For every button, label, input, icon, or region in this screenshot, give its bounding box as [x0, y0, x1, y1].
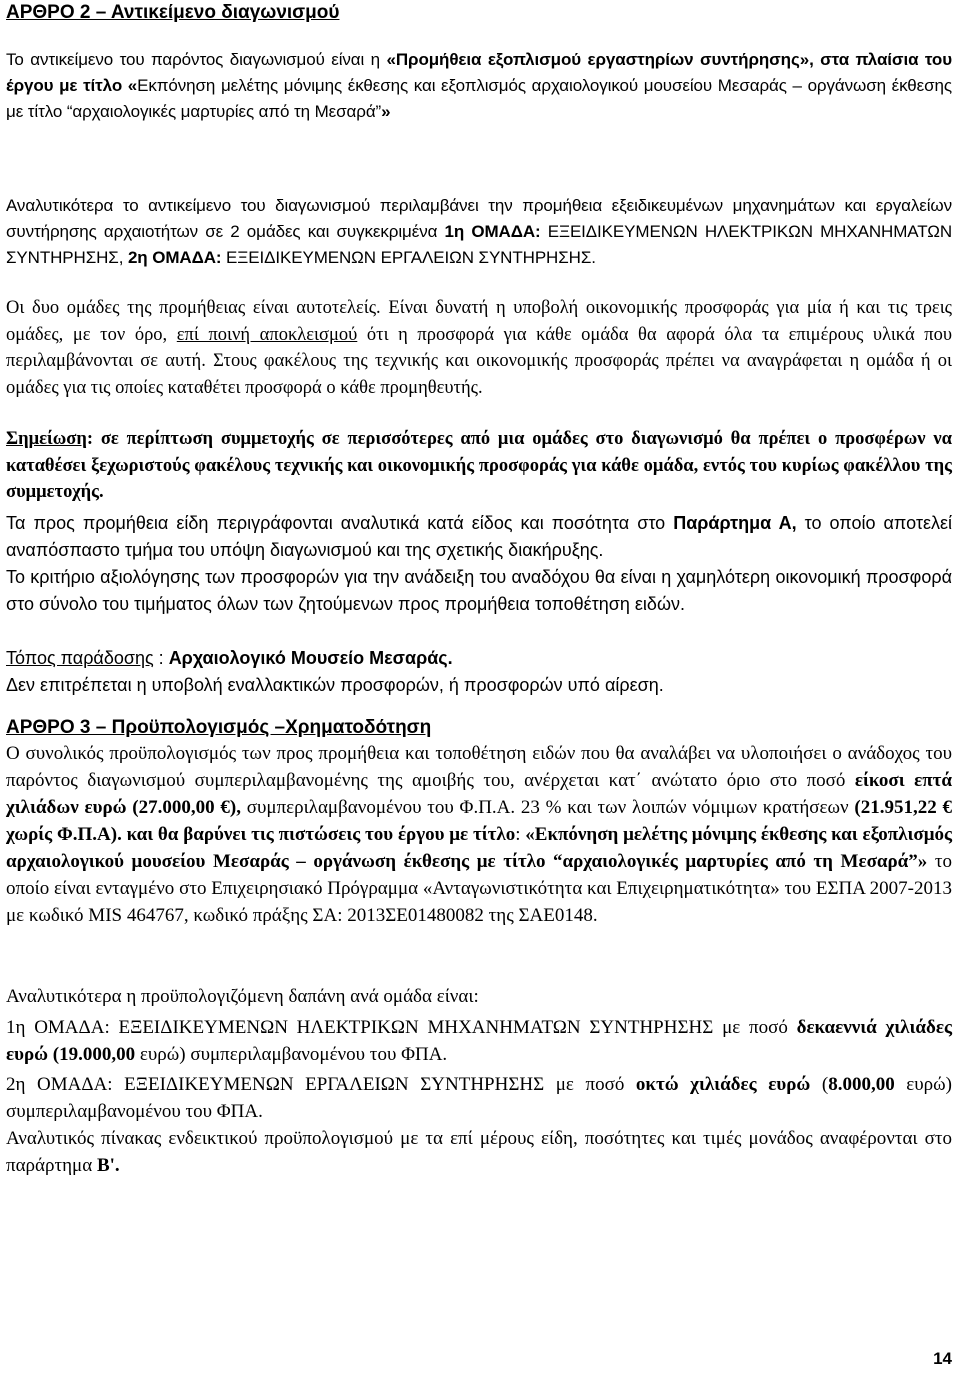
article-3-annex-b-reference [6, 1125, 952, 1179]
article-2-alternative-offers [6, 672, 952, 699]
text-run: : [515, 824, 526, 845]
article-2-note [6, 426, 952, 506]
text-run: ( [810, 1074, 829, 1095]
text-run: 1η ΟΜΑΔΑ: ΕΞΕΙΔΙΚΕΥΜΕΝΩΝ ΗΛΕΚΤΡΙΚΩΝ ΜΗΧΑΝΗΜΑΤΩΝ ΣΥΝΤΗΡΗΣΗΣ με ποσό [6, 1017, 797, 1038]
text-run: ευρώ) συμπεριλαμβανομένου του ΦΠΑ. [6, 1074, 952, 1122]
project-title: Εκπόνηση μελέτης μόνιμης έκθεσης και εξοπλισμός αρχαιολογικού μουσείου Μεσαράς – οργάνωση έκθεσης με τίτλο “αρχαιολογικές μαρτυρίες από τη Μεσαρά” [6, 76, 952, 121]
article-2-paragraph-groups [6, 295, 952, 401]
group-1-amount: δεκαεννιά χιλιάδες ευρώ (19.000,00 [6, 1017, 952, 1065]
text-run: Ο συνολικός προϋπολογισμός των προς προμήθεια και τοποθέτηση ειδών που θα αναλάβει να υλοποιήσει ο ανάδοχος του παρόντος διαγωνισμού συμπεριλαμβανομένης της αμοιβής του, ανέρχεται κατ΄ ανώτατο όριο στο ποσό [6, 743, 952, 791]
text-run: Αναλυτικότερα το αντικείμενο του διαγωνισμού περιλαμβάνει την προμήθεια εξειδικευμένων μηχανημάτων και εργαλείων συντήρησης αρχαιοτήτων σε 2 ομάδες και συγκεκριμένα [6, 196, 952, 241]
bold-text-run: «Προμήθεια εξοπλισμού εργαστηρίων συντήρησης», στα πλαίσια του έργου με τίτλο « [6, 50, 952, 95]
bold-text-run: » [381, 102, 391, 121]
article-3-group-1-budget [6, 1014, 952, 1068]
article-2-heading: ΑΡΘΡΟ 2 – Αντικείμενο διαγωνισμού [6, 2, 340, 23]
delivery-place-value: Αρχαιολογικό Μουσείο Μεσαράς. [168, 648, 453, 668]
text-run: συμπεριλαμβανομένου του Φ.Π.Α. 23 % και των λοιπών νόμιμων κρατήσεων [240, 797, 855, 818]
article-3-group-2-budget [6, 1071, 952, 1125]
article-3-per-group-intro [6, 983, 952, 1010]
text-run: ευρώ) συμπεριλαμβανομένου του ΦΠΑ. [135, 1044, 448, 1065]
text-run: Δεν επιτρέπεται η υποβολή εναλλακτικών προσφορών, ή προσφορών υπό αίρεση. [6, 675, 664, 695]
article-2-paragraph-subject [6, 47, 952, 125]
annex-reference: Β'. [96, 1155, 120, 1176]
group-2-amount: 8.000,00 [828, 1074, 895, 1095]
note-text: : σε περίπτωση συμμετοχής σε περισσότερες από μια ομάδες στο διαγωνισμό θα πρέπει ο προσφέρων να καταθέσει ξεχωριστούς φακέλους τεχνικής και οικονομικής προσφοράς για κάθε ομάδα, εντός του κυρίως φακέλλου της συμμετοχής. [6, 429, 952, 502]
text-run: Το κριτήριο αξιολόγησης των προσφορών για την ανάδειξη του αναδόχου θα είναι η χαμηλότερη οικονομική προσφορά στο σύνολο του τιμήματος όλων των ζητούμενων προς προμήθεια τοποθέτηση ειδών. [6, 567, 952, 614]
group-2-name: ΕΞΕΙΔΙΚΕΥΜΕΝΩΝ ΕΡΓΑΛΕΙΩΝ ΣΥΝΤΗΡΗΣΗΣ. [221, 248, 596, 267]
underlined-text-run: επί ποινή αποκλεισμού [176, 324, 358, 345]
article-3-heading: ΑΡΘΡΟ 3 – Προϋπολογισμός –Χρηματοδότηση [6, 717, 432, 738]
delivery-place-label: Τόπος παράδοσης [6, 648, 154, 668]
text-run: το οποίο αποτελεί αναπόσπαστο τμήμα του υπόψη διαγωνισμού και της σχετικής διακήρυξης. [6, 513, 952, 560]
text-run: Αναλυτικός πίνακας ενδεικτικού προϋπολογισμού με τα επί μέρους είδη, ποσότητες και τιμές μονάδος αναφέρονται στο παράρτημα [6, 1128, 952, 1176]
bold-text-run: (21.951,22 € χωρίς Φ.Π.Α). και θα βαρύνει τις πιστώσεις του έργου με τίτλο [6, 797, 952, 845]
budget-amount: είκοσι επτά χιλιάδων ευρώ (27.000,00 €), [6, 770, 952, 818]
group-2-amount-words: οκτώ χιλιάδες ευρώ [635, 1074, 811, 1095]
text-run: το οποίο είναι ενταγμένο στο Επιχειρησιακό Πρόγραμμα «Ανταγωνιστικότητα και Επιχειρηματικότητα» του ΕΣΠΑ 2007-2013 με κωδικό MIS 464767, κωδικό πράξης ΣΑ: 2013ΣΕ01480082 της ΣΑΕ0148. [6, 851, 952, 926]
group-1-label: 1η ΟΜΑΔΑ: [444, 222, 541, 241]
article-2-paragraph-annex [6, 510, 952, 564]
text-run: Οι δυο ομάδες της προμήθειας είναι αυτοτελείς. Είναι δυνατή η υποβολή οικονομικής προσφοράς για μία ή και τις τρεις ομάδες, με τον όρο, [6, 298, 952, 345]
group-1-name: ΕΞΕΙΔΙΚΕΥΜΕΝΩΝ ΗΛΕΚΤΡΙΚΩΝ ΜΗΧΑΝΗΜΑΤΩΝ ΣΥΝΤΗΡΗΣΗΣ, [6, 222, 952, 267]
article-2-delivery-place [6, 645, 952, 672]
article-3-paragraph-budget [6, 740, 952, 929]
text-run: ότι η προσφορά για κάθε ομάδα θα αφορά όλα τα επιμέρους υλικά που περιλαμβάνονται σε αυτή. Στους φακέλους της τεχνικής και οικονομικής προσφοράς πρέπει να αναγράφεται η ομάδα ή οι ομάδες για τις οποίες καταθέτει προσφορά ο κάθε προμηθευτής. [6, 324, 952, 398]
group-2-label: 2η ΟΜΑΔΑ: [127, 248, 222, 267]
text-run: 2η ΟΜΑΔΑ: ΕΞΕΙΔΙΚΕΥΜΕΝΩΝ ΕΡΓΑΛΕΙΩΝ ΣΥΝΤΗΡΗΣΗΣ με ποσό [6, 1074, 636, 1095]
annex-reference: Παράρτημα Α, [673, 513, 797, 533]
article-2-paragraph-details [6, 193, 952, 271]
project-title: «Εκπόνηση μελέτης μόνιμης έκθεσης και εξοπλισμός αρχαιολογικού μουσείου Μεσαράς – οργάνωση έκθεσης με τίτλο “αρχαιολογικές μαρτυρίες από τη Μεσαρά”» [6, 824, 952, 872]
text-run: Το αντικείμενο του παρόντος διαγωνισμού είναι η [6, 50, 387, 69]
text-run: : [153, 648, 169, 668]
text-run: Τα προς προμήθεια είδη περιγράφονται αναλυτικά κατά είδος και ποσότητα στο [6, 513, 674, 533]
article-2-paragraph-criterion [6, 564, 952, 618]
note-label: Σημείωση [6, 429, 87, 449]
text-run: Αναλυτικότερα η προϋπολογιζόμενη δαπάνη ανά ομάδα είναι: [6, 986, 479, 1007]
page-number: 14 [933, 1349, 952, 1368]
